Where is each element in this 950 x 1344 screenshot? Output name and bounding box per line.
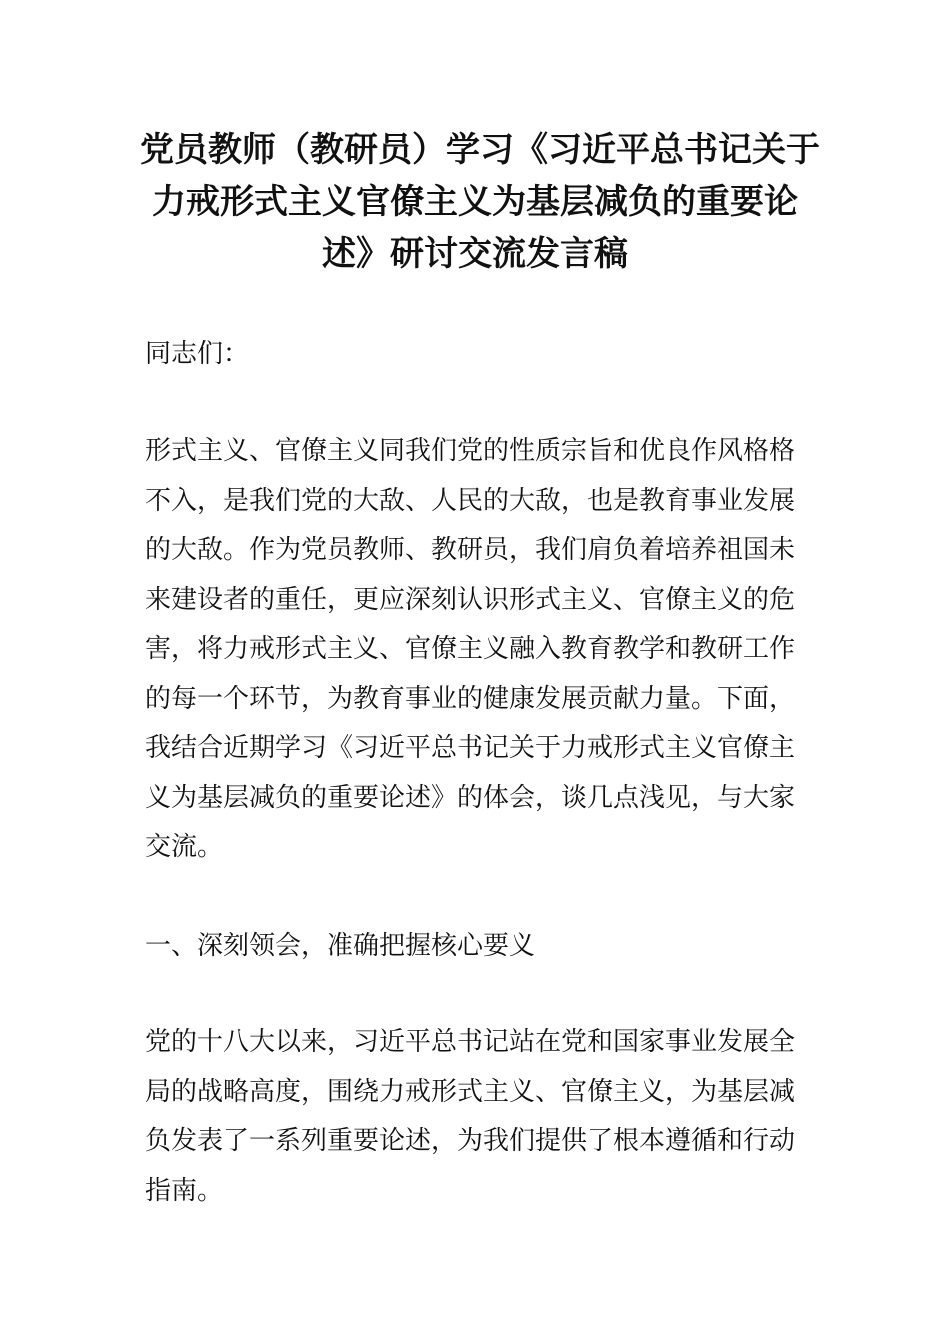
section-heading-text: 一、深刻领会，准确把握核心要义 bbox=[145, 931, 536, 961]
paragraph-line: 形式主义、官僚主义同我们党的性质宗旨和优良作风格格 bbox=[145, 436, 796, 466]
paragraph-line: 指南。 bbox=[145, 1175, 224, 1206]
paragraph-line: 负发表了一系列重要论述，为我们提供了根本遵循和行动 bbox=[145, 1126, 796, 1156]
paragraph-line: 的每一个环节，为教育事业的健康发展贡献力量。下面， bbox=[145, 683, 796, 714]
title-line: 力戒形式主义官僚主义为基层减负的重要论 bbox=[152, 182, 798, 222]
document-title bbox=[140, 124, 820, 280]
paragraph-line: 来建设者的重任，更应深刻认识形式主义、官僚主义的危 bbox=[145, 584, 796, 615]
greeting bbox=[145, 330, 810, 380]
intro-paragraph bbox=[145, 427, 810, 873]
paragraph-line: 党的十八大以来，习近平总书记站在党和国家事业发展全 bbox=[145, 1027, 796, 1057]
section-paragraph bbox=[145, 1018, 810, 1216]
paragraph-line: 局的战略高度，围绕力戒形式主义、官僚主义，为基层减 bbox=[145, 1076, 796, 1107]
paragraph-line: 的大敌。作为党员教师、教研员，我们肩负着培养祖国未 bbox=[145, 535, 796, 565]
paragraph-line: 不入，是我们党的大敌、人民的大敌，也是教育事业发展 bbox=[145, 485, 796, 516]
greeting-text: 同志们： bbox=[145, 339, 250, 369]
section-heading bbox=[145, 922, 810, 972]
paragraph-line: 我结合近期学习《习近平总书记关于力戒形式主义官僚主 bbox=[145, 733, 796, 763]
paragraph-line: 义为基层减负的重要论述》的体会，谈几点浅见，与大家 bbox=[145, 782, 796, 813]
paragraph-line: 交流。 bbox=[145, 832, 224, 862]
paragraph-line: 害，将力戒形式主义、官僚主义融入教育教学和教研工作 bbox=[145, 634, 796, 664]
title-line: 党员教师（教研员）学习《习近平总书记关于 bbox=[140, 130, 820, 170]
title-line: 述》研讨交流发言稿 bbox=[322, 234, 628, 274]
